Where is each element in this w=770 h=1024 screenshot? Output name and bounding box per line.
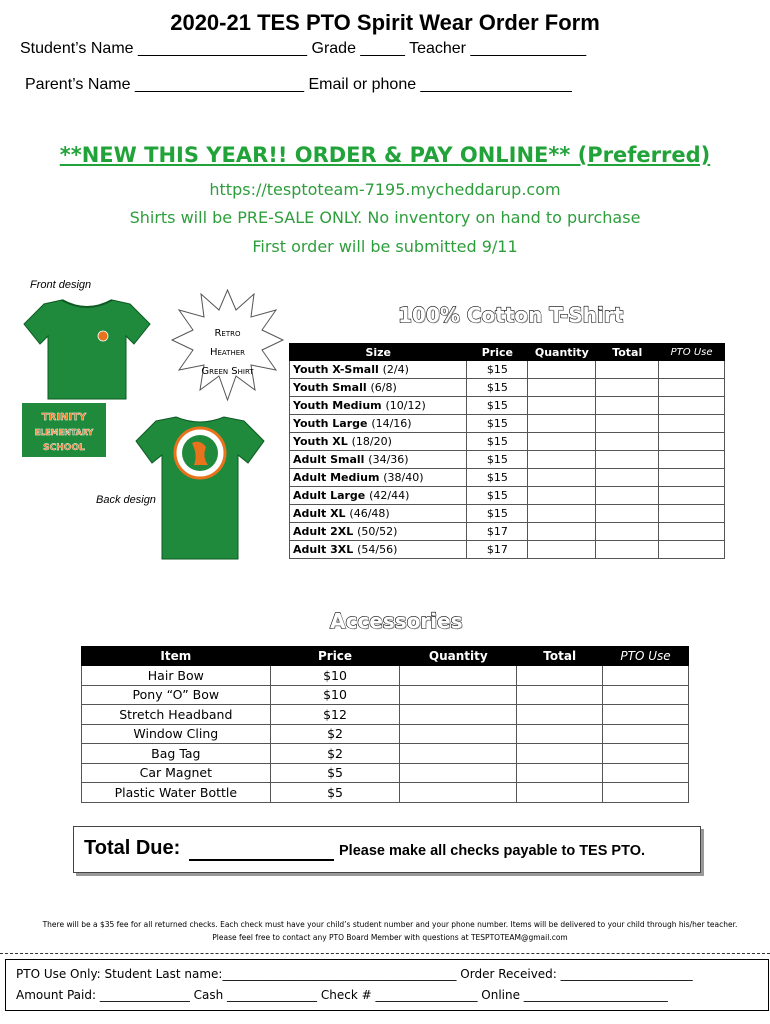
tshirt-row [290,433,725,451]
form-title: 2020-21 TES PTO Spirit Wear Order Form [170,10,600,35]
quantity-cell[interactable] [528,451,596,469]
pto-use-cell [659,361,725,379]
acc-col-price: Price [270,647,400,666]
size-cell: Adult 3XL (54/56) [290,541,467,559]
quantity-cell[interactable] [528,469,596,487]
pto-use-cell [659,433,725,451]
price-cell: $15 [467,469,528,487]
total-cell[interactable] [596,505,659,523]
size-cell: Adult Large (42/44) [290,487,467,505]
price-cell: $10 [270,666,400,686]
tshirt-row [290,541,725,559]
online-order-headline: **NEW THIS YEAR!! ORDER & PAY ONLINE** (Preferred) [59,143,711,167]
price-cell: $12 [270,705,400,725]
cut-line [0,953,770,954]
logo-line-1: TRINITY [41,412,87,423]
size-cell: Adult 2XL (50/52) [290,523,467,541]
star-line-3: Green Shirt [201,366,254,377]
quantity-cell[interactable] [528,505,596,523]
back-shirt-image [134,413,266,561]
pto-use-cell [659,523,725,541]
total-cell[interactable] [517,666,603,686]
tshirt-order-table [289,343,725,559]
price-cell: $2 [270,744,400,764]
accessory-row [82,705,689,725]
pto-use-cell [603,666,689,686]
quantity-cell[interactable] [528,541,596,559]
price-cell: $15 [467,397,528,415]
pto-use-cell [603,744,689,764]
pto-line-2: Amount Paid: _______________ Cash _______________ Check # _________________ Online ________________________ [16,988,668,1002]
pto-use-cell [603,783,689,803]
quantity-cell[interactable] [400,724,517,744]
front-shirt-image [22,296,152,401]
pto-line-1: PTO Use Only: Student Last name:_______________________________________ Order Received: ______________________ [16,967,693,981]
item-cell: Plastic Water Bottle [82,783,271,803]
total-cell[interactable] [596,451,659,469]
price-cell: $15 [467,433,528,451]
pto-use-cell [659,415,725,433]
pto-use-only-box [5,959,769,1011]
col-total: Total [596,344,659,361]
total-cell[interactable] [596,397,659,415]
price-cell: $17 [467,523,528,541]
tshirt-row [290,451,725,469]
fine-print: There will be a $35 fee for all returned checks. Each check must have your child’s student number and your phone number. Items will be delivered to your child through his/her teacher. Please feel free to contact any PTO Board Member with questions at TESPTOTEAM@gmail.com [42,920,738,942]
pto-use-cell [603,705,689,725]
tshirt-row [290,379,725,397]
tshirt-row [290,415,725,433]
pto-use-cell [659,451,725,469]
accessory-row [82,744,689,764]
accessories-order-table [81,646,689,803]
quantity-cell[interactable] [528,523,596,541]
school-logo [22,403,106,457]
pto-use-cell [603,685,689,705]
order-url[interactable]: https://tesptoteam-7195.mycheddarup.com [209,180,561,199]
total-cell[interactable] [517,744,603,764]
total-cell[interactable] [517,724,603,744]
shirt-style-starburst [170,288,285,403]
tshirt-row [290,469,725,487]
price-cell: $2 [270,724,400,744]
total-cell[interactable] [596,541,659,559]
price-cell: $15 [467,415,528,433]
total-cell[interactable] [517,763,603,783]
acc-col-total: Total [517,647,603,666]
logo-line-3: SCHOOL [43,443,85,453]
size-cell: Youth X-Small (2/4) [290,361,467,379]
col-pto-use: PTO Use [659,344,725,361]
quantity-cell[interactable] [528,415,596,433]
size-cell: Adult Medium (38/40) [290,469,467,487]
price-cell: $5 [270,763,400,783]
quantity-cell[interactable] [528,361,596,379]
accessory-row [82,763,689,783]
pto-use-cell [659,487,725,505]
total-cell[interactable] [517,783,603,803]
presale-note: Shirts will be PRE-SALE ONLY. No inventory on hand to purchase [129,208,641,227]
item-cell: Car Magnet [82,763,271,783]
student-info-line: Student’s Name ___________________ Grade _____ Teacher _____________ [20,40,587,57]
price-cell: $15 [467,451,528,469]
front-design-caption: Front design [30,279,92,291]
first-order-date: First order will be submitted 9/11 [252,237,518,256]
total-cell[interactable] [517,685,603,705]
price-cell: $17 [467,541,528,559]
quantity-cell[interactable] [528,397,596,415]
accessory-row [82,666,689,686]
pto-use-cell [603,763,689,783]
acc-col-quantity: Quantity [400,647,517,666]
total-cell[interactable] [596,433,659,451]
quantity-cell[interactable] [400,705,517,725]
pto-use-cell [659,541,725,559]
col-price: Price [467,344,528,361]
acc-col-item: Item [82,647,271,666]
pto-use-cell [603,724,689,744]
tshirt-section-title: 100% Cotton T-Shirt [398,303,624,327]
total-due-label: Total Due: [84,837,181,859]
price-cell: $15 [467,487,528,505]
price-cell: $15 [467,379,528,397]
quantity-cell[interactable] [400,744,517,764]
parent-info-line: Parent’s Name ___________________ Email or phone _________________ [25,76,572,93]
acc-col-pto-use: PTO Use [603,647,689,666]
quantity-cell[interactable] [528,433,596,451]
size-cell: Youth Small (6/8) [290,379,467,397]
total-cell[interactable] [596,469,659,487]
back-design-caption: Back design [96,494,156,506]
total-due-box [73,826,701,873]
item-cell: Pony “O” Bow [82,685,271,705]
total-cell[interactable] [596,487,659,505]
logo-line-2: ELEMENTARY [34,428,94,437]
size-cell: Youth XL (18/20) [290,433,467,451]
star-line-1: Retro [214,328,241,339]
quantity-cell[interactable] [400,666,517,686]
total-cell[interactable] [596,379,659,397]
total-due-field[interactable] [189,859,334,861]
tshirt-row [290,523,725,541]
star-line-2: Heather [209,347,245,358]
item-cell: Hair Bow [82,666,271,686]
quantity-cell[interactable] [528,487,596,505]
size-cell: Youth Medium (10/12) [290,397,467,415]
accessories-section-title: Accessories [330,609,463,633]
size-cell: Youth Large (14/16) [290,415,467,433]
col-size: Size [290,344,467,361]
price-cell: $15 [467,505,528,523]
price-cell: $5 [270,783,400,803]
quantity-cell[interactable] [400,763,517,783]
col-quantity: Quantity [528,344,596,361]
accessory-row [82,783,689,803]
tshirt-row [290,487,725,505]
pto-use-cell [659,379,725,397]
tshirt-row [290,397,725,415]
total-cell[interactable] [596,361,659,379]
price-cell: $15 [467,361,528,379]
quantity-cell[interactable] [400,783,517,803]
item-cell: Window Cling [82,724,271,744]
size-cell: Adult XL (46/48) [290,505,467,523]
tshirt-row [290,361,725,379]
pto-use-cell [659,469,725,487]
item-cell: Stretch Headband [82,705,271,725]
total-cell[interactable] [596,415,659,433]
size-cell: Adult Small (34/36) [290,451,467,469]
quantity-cell[interactable] [528,379,596,397]
accessory-row [82,685,689,705]
tshirt-row [290,505,725,523]
total-cell[interactable] [596,523,659,541]
item-cell: Bag Tag [82,744,271,764]
accessory-row [82,724,689,744]
price-cell: $10 [270,685,400,705]
pto-use-cell [659,397,725,415]
checks-payable-note: Please make all checks payable to TES PTO. [339,843,646,859]
quantity-cell[interactable] [400,685,517,705]
pto-use-cell [659,505,725,523]
total-cell[interactable] [517,705,603,725]
